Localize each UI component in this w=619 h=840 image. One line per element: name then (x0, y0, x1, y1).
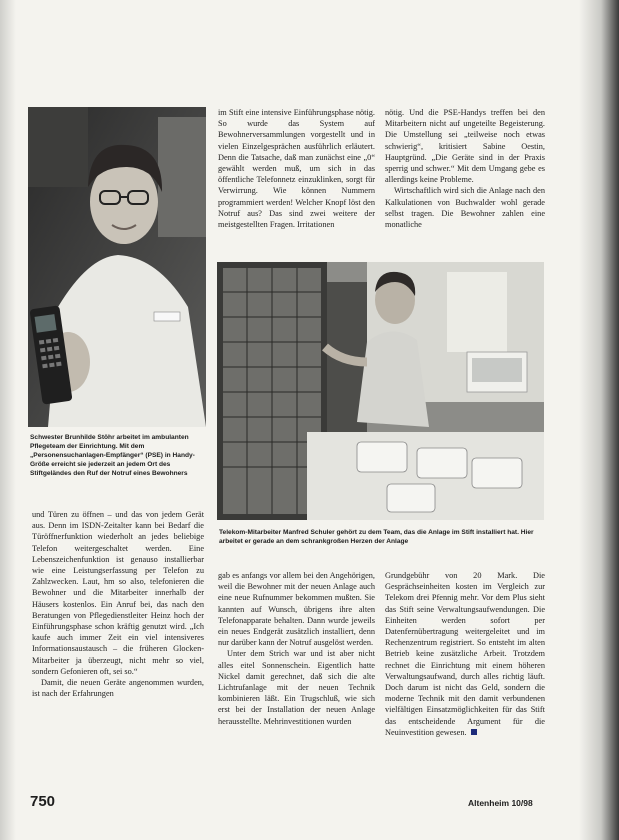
nurse-photo-image (28, 107, 206, 427)
paragraph: Wirtschaftlich wird sich die Anlage nach den Kalkulationen von Buchwalder wohl gerade selbst tragen. Die Bewohner zahlen eine monatliche (385, 186, 545, 230)
page-edge-shadow (579, 0, 619, 840)
publication-issue: Altenheim 10/98 (468, 798, 533, 808)
photo-nurse-with-handset (28, 107, 206, 427)
paragraph: im Stift eine intensive Einführungsphase nötig. So wurde das System auf Bewohnerversammlungen vorgestellt und in vielen Einzelgesprächen ausführlich erläutert. Denn die Tatsache, daß man zunächst eine „0“ gewählt werden muß, um sich in das öffentliche Telefonnetz einzuklinken, sorgt für Verwirrung. Wie können Nummern programmiert werden! Welcher Knopf löst den Notruf aus? Das sind zwei weitere der meistgestellten Fragen. Irritationen (218, 108, 375, 230)
technician-photo-image (217, 262, 544, 520)
paragraph: und Türen zu öffnen – und das von jedem Gerät aus. Denn im ISDN-Zeitalter kann bei Bedarf die Türöffnerfunktion wiederholt an jedes beliebige Telefon weitergeschaltet werden. Eine Lebenszeichenfunktion ist genauso installierbar wie eine Leistungserfassung per Telefon zu Zahlzwecken. Laut, hm so also, telefonieren die Bewohner und die Mitarbeiter innerhalb der Häusers kostenlos. Ein Anruf bei, das nach den Beratungen von Pflegedienstleiter Heinz hoch der Einführungsphase schon kräftig genutzt wird. „Ich kaufe auch immer Zeit ein viel intensiveres Informationsaustausch – die früheren Glocken-Mitarbeiter ja überzeugt, nicht mehr so viel, sondern Gefonieren oft, sei so.“ (32, 510, 204, 676)
paragraph (385, 570, 545, 738)
column-top-middle (218, 107, 375, 230)
paragraph-text: Grundgebühr von 20 Mark. Die Gesprächseinheiten kosten im Vergleich zur Telekom drei Pfennig mehr. Vor dem Plus sieht das Stift seine Verwaltungsaufwendungen. Die Einheiten werden sofort per Datenfernübertragung weitergeleitet und im Rechenzentrum registriert. So entsteht im alten Betrieb keine zusätzliche Arbeit. Trotzdem rechnet die Einrichtung mit einem höheren Verwaltungsaufwand, durch alles richtig läuft. Doch darum ist nicht das Geld, sondern die moderne Technik mit den damit verbundenen vielfältigen Einsatzmöglichkeiten für das Stift das entscheidende Argument für die Neuinvestition gewesen. (385, 571, 545, 737)
caption-technician-photo: Telekom-Mitarbeiter Manfred Schuler gehört zu dem Team, das die Anlage im Stift installiert hat. Hier arbeitet er gerade an dem schrankgroßen Herzen der Anlage (219, 529, 534, 545)
paragraph: nötig. Und die PSE-Handys treffen bei den Mitarbeitern nicht auf ungeteilte Begeisterung. Die Umstellung sei „teilweise noch etwas schwierig“, kritisiert Sabine Oestin, Hauptgründ. „Die Geräte sind in der Praxis sperrig und schwer.“ Mit dem Umgang gebe es allerdings keine Probleme. (385, 108, 545, 185)
end-of-article-square-icon (471, 729, 477, 735)
photo-technician-switchboard (217, 262, 544, 520)
paragraph: Damit, die neuen Geräte angenommen wurden, ist nach der Erfahrungen (32, 678, 204, 699)
page-number: 750 (30, 793, 56, 810)
page-gutter-shadow (0, 0, 16, 840)
paragraph: gab es anfangs vor allem bei den Angehörigen, weil die Bewohner mit der neuen Anlage auch eine neue Rufnummer bekommen mußten. Sie kannten auf Wunsch, übrigens ihre alten Telefonapparate behalten. Dann wurde jeweils ein neues Endgerät zusätzlich installiert, denn nur darüber kann der Notruf ausgelöst werden. (218, 571, 375, 648)
column-top-right (385, 107, 545, 230)
column-bottom-middle (218, 570, 375, 727)
column-bottom-right (385, 570, 545, 738)
caption-nurse-photo: Schwester Brunhilde Stöhr arbeitet im ambulanten Pflegeteam der Einrichtung. Mit dem „Personensuchanlagen-Empfänger“ (PSE) in Handy-Größe erreicht sie jederzeit an jedem Ort des Stiftgeländes den Ruf der Notruf eines Bewohners (30, 434, 195, 477)
column-bottom-left (32, 509, 204, 699)
paragraph: Unter dem Strich war und ist aber nicht alles eitel Sonnenschein. Eigentlich hatte Nickel damit gerechnet, daß sich die alte Lichtrufanlage mit der neuen Technik kombinieren läßt. Ein Trugschluß, wie sich erst bei der Installation der neuen Anlage herausstellte. Mehrinvestitionen wurden (218, 649, 375, 726)
